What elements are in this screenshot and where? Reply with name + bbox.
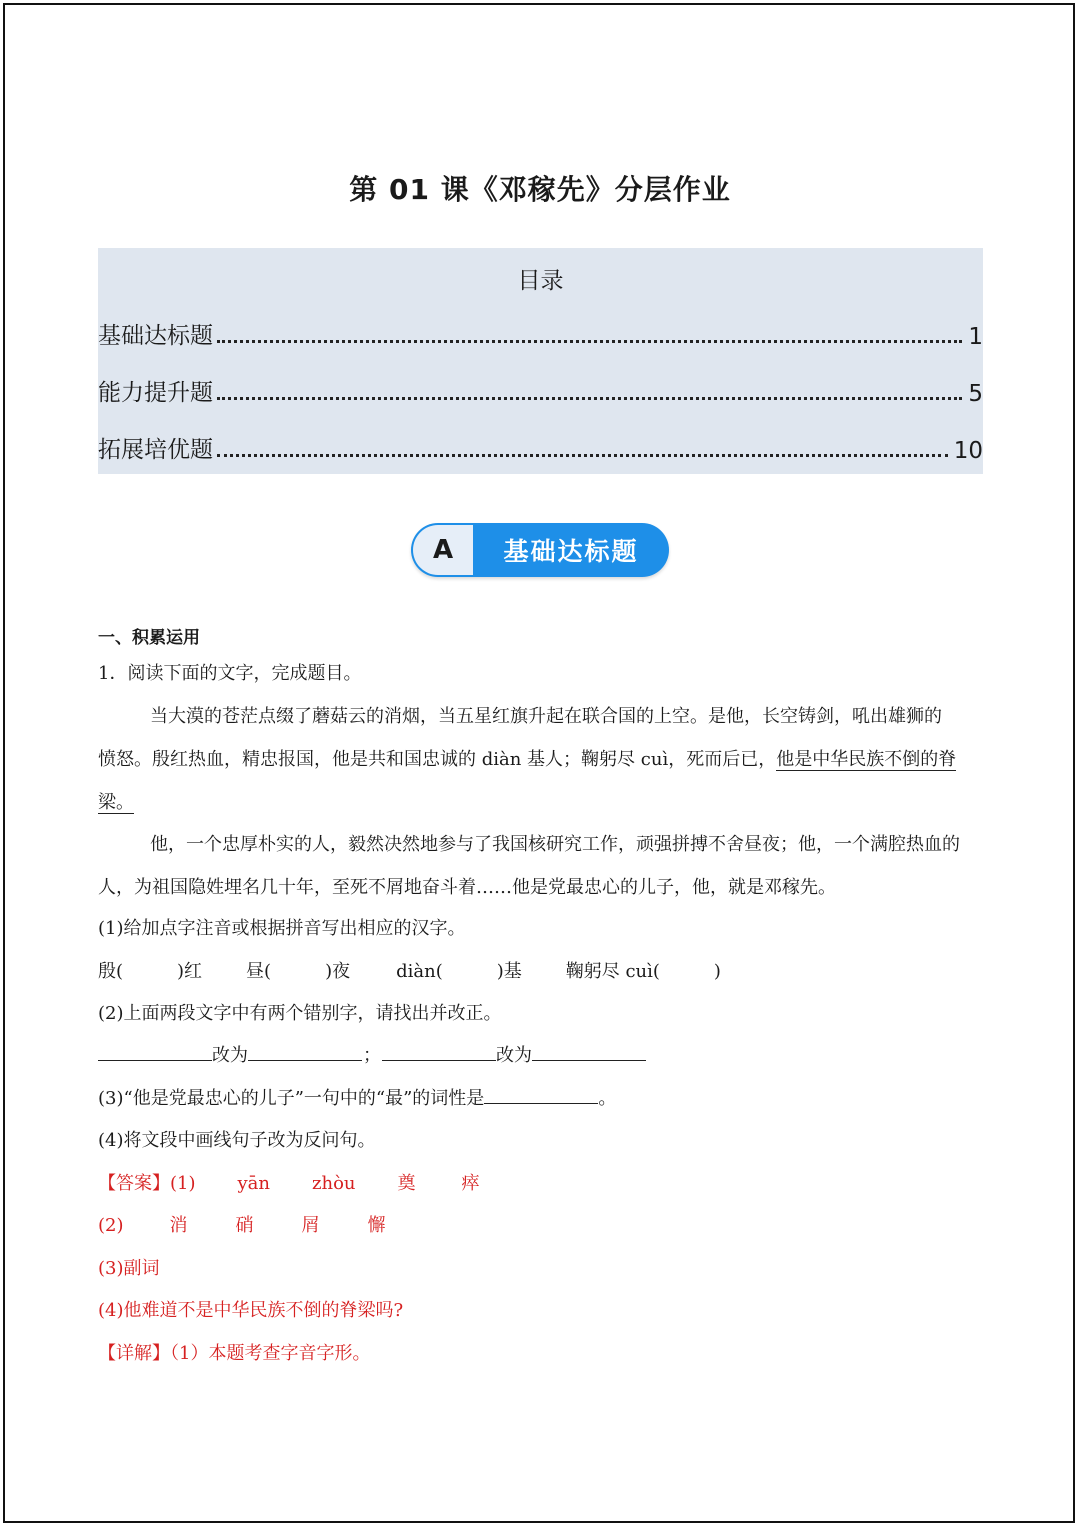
- answer-value: 瘁: [461, 1173, 480, 1194]
- answer-value: zhòu: [312, 1173, 356, 1194]
- answer-value: 奠: [397, 1173, 416, 1194]
- detail-text: （1）本题考查字音字形。: [170, 1343, 371, 1364]
- sub-question-4: (4)将文段中画线句子改为反问句。: [98, 1130, 376, 1151]
- sub-question-3: [98, 1084, 616, 1110]
- answer-2: [98, 1211, 386, 1237]
- change-label: 改为: [212, 1045, 248, 1066]
- toc-item-page: 10: [953, 438, 983, 464]
- answer-1: [98, 1169, 480, 1195]
- toc-item-extension[interactable]: [98, 430, 983, 464]
- sub-question-1: (1)给加点字注音或根据拼音写出相应的汉字。: [98, 918, 466, 939]
- answer-blank[interactable]: [484, 1087, 598, 1104]
- passage-line: 他，一个忠厚朴实的人，毅然决然地参与了我国核研究工作，顽强拼搏不舍昼夜；他，一个满腔热血的: [150, 834, 960, 855]
- change-label: 改为: [496, 1045, 532, 1066]
- answer-blank[interactable]: [248, 1044, 362, 1061]
- sub-question-1-items: [98, 957, 721, 983]
- toc-item-label: 能力提升题: [98, 380, 213, 406]
- underlined-sentence: 他是中华民族不倒的脊: [776, 749, 957, 770]
- answer-4: (4)他难道不是中华民族不倒的脊梁吗?: [98, 1300, 404, 1321]
- section-badge-title: 基础达标题: [503, 537, 639, 566]
- toc-leader-dots: [217, 340, 962, 343]
- answer-detail: [98, 1339, 370, 1365]
- toc-item-page: 1: [968, 324, 983, 350]
- detail-label: 【详解】: [98, 1343, 170, 1364]
- fill-item[interactable]: 昼( )夜: [246, 961, 351, 982]
- toc-leader-dots: [217, 397, 962, 400]
- answer-label: 【答案】: [98, 1173, 170, 1194]
- answer-blank[interactable]: [532, 1044, 646, 1061]
- toc-leader-dots: [217, 454, 948, 457]
- answer-3: (3)副词: [98, 1258, 160, 1279]
- passage-line: 当大漠的苍茫点缀了蘑菇云的消烟，当五星红旗升起在联合国的上空。是他，长空铸剑，吼出雄狮的: [150, 706, 942, 727]
- sub-question-3-text: (3)“他是党最忠心的儿子”一句中的“最”的词性是: [98, 1088, 485, 1109]
- toc-item-page: 5: [968, 381, 983, 407]
- passage-line: [98, 788, 134, 814]
- passage-line: 人，为祖国隐姓埋名几十年，至死不屑地奋斗着……他是党最忠心的儿子，他，就是邓稼先。: [98, 877, 836, 898]
- correction-blanks: [98, 1041, 646, 1067]
- answer-blank[interactable]: [382, 1044, 496, 1061]
- passage-line: [98, 745, 956, 771]
- sub-question-2: (2)上面两段文字中有两个错别字，请找出并改正。: [98, 1003, 502, 1024]
- fill-item[interactable]: 鞠躬尽 cuì( ): [565, 961, 721, 982]
- toc-item-ability[interactable]: [98, 373, 983, 407]
- answer-prefix: (1): [170, 1173, 196, 1194]
- fill-item[interactable]: 殷( )红: [98, 961, 203, 982]
- section-heading: 一、积累运用: [98, 628, 200, 648]
- fill-item[interactable]: diàn( )基: [396, 961, 522, 982]
- answer-value: 懈: [367, 1215, 386, 1236]
- section-badge: [411, 523, 669, 577]
- passage-text: 愤怒。殷红热血，精忠报国，他是共和国忠诚的 diàn 基人；鞠躬尽 cuì，死而后已，: [98, 749, 777, 770]
- toc-item-label: 基础达标题: [98, 323, 213, 349]
- answer-value: 消: [169, 1215, 188, 1236]
- toc-item-basic[interactable]: [98, 316, 983, 350]
- separator: ；: [363, 1045, 381, 1066]
- page-title: 第 01 课《邓稼先》分层作业: [349, 173, 731, 206]
- answer-value: 屑: [301, 1215, 320, 1236]
- answer-value: 硝: [235, 1215, 254, 1236]
- underlined-sentence: 梁。: [98, 792, 134, 813]
- sub-question-3-suffix: 。: [598, 1088, 617, 1109]
- answer-prefix: (2): [98, 1215, 124, 1236]
- toc-item-label: 拓展培优题: [98, 437, 213, 463]
- table-of-contents: [98, 248, 983, 474]
- toc-heading: 目录: [517, 268, 564, 294]
- section-badge-letter: A: [413, 525, 473, 575]
- answer-value: yān: [237, 1173, 270, 1194]
- question-stem: 1．阅读下面的文字，完成题目。: [98, 663, 362, 684]
- answer-blank[interactable]: [98, 1044, 212, 1061]
